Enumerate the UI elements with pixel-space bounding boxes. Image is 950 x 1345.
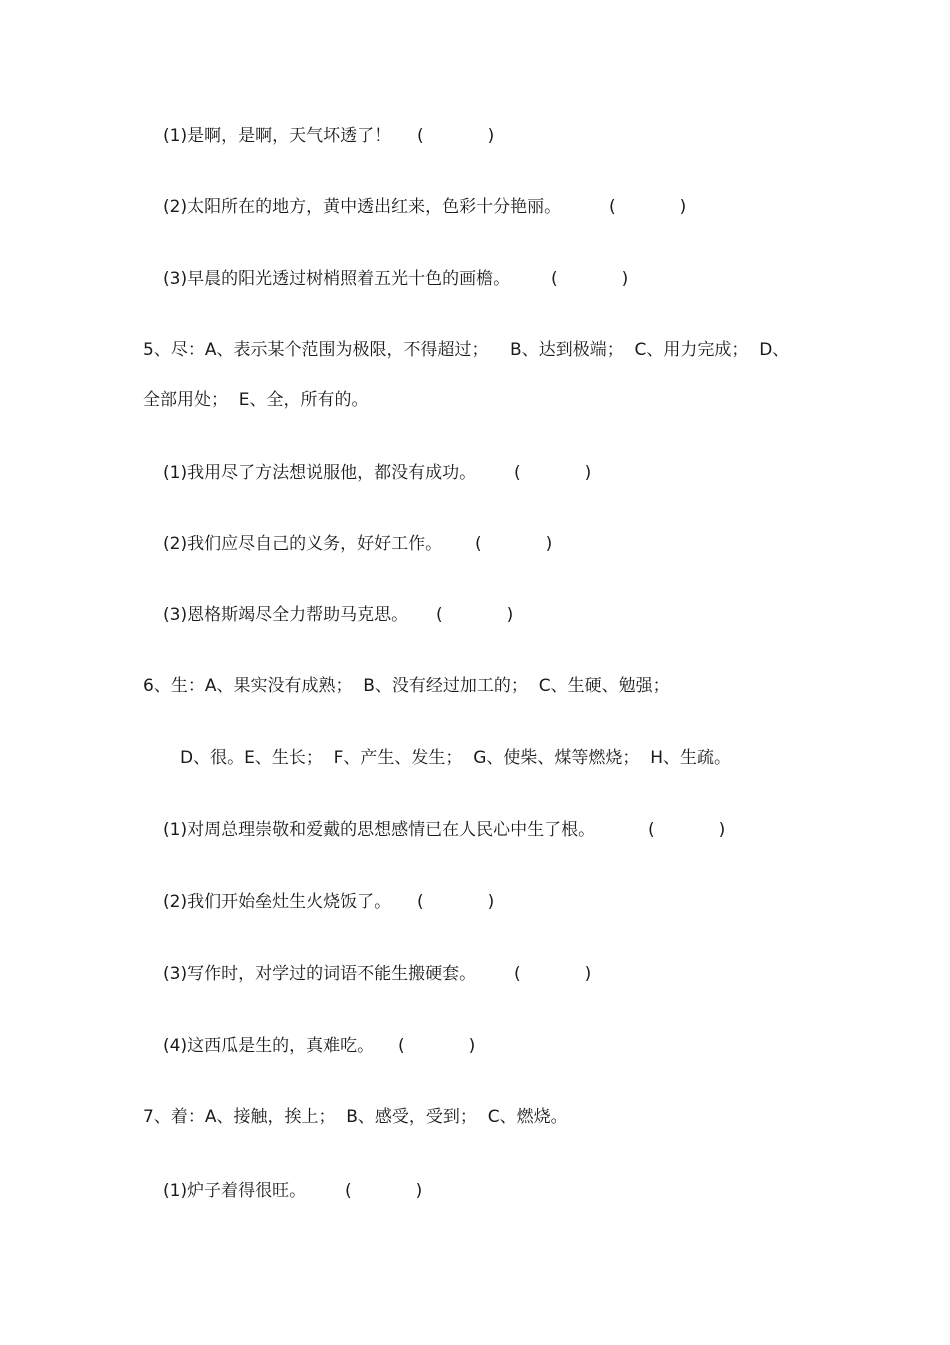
question-text: (3)写作时，对学过的词语不能生搬硬套。 — [163, 964, 477, 984]
question-text: (2)太阳所在的地方，黄中透出红来，色彩十分艳丽。 — [163, 197, 562, 217]
question-5-item-2 — [163, 532, 442, 556]
answer-blank[interactable]: ( ) — [514, 463, 592, 483]
question-7-heading — [143, 1105, 568, 1129]
question-heading-text: 6、生：A、果实没有成熟； B、没有经过加工的； C、生硬、勉强； — [143, 676, 670, 696]
question-text: (1)我用尽了方法想说服他，都没有成功。 — [163, 463, 477, 483]
question-5-item-1 — [163, 461, 476, 485]
answer-blank[interactable]: ( ) — [514, 964, 592, 984]
question-heading-text: D、很。E、生长； F、产生、发生； G、使柴、煤等燃烧； H、生疏。 — [180, 748, 731, 768]
answer-blank[interactable]: ( ) — [551, 269, 629, 289]
question-heading-text: 全部用处； E、全，所有的。 — [143, 390, 369, 410]
question-text: (1)对周总理崇敬和爱戴的思想感情已在人民心中生了根。 — [163, 820, 596, 840]
question-6-item-2 — [163, 890, 391, 914]
question-5-item-3 — [163, 603, 408, 627]
question-text: (4)这西瓜是生的，真难吃。 — [163, 1036, 375, 1056]
question-heading-text: 5、尽：A、表示某个范围为极限，不得超过； B、达到极端； C、用力完成； D、 — [143, 340, 790, 360]
answer-blank[interactable]: ( ) — [648, 820, 726, 840]
answer-blank[interactable]: ( ) — [417, 892, 495, 912]
question-6-item-4 — [163, 1034, 374, 1058]
question-text: (1)炉子着得很旺。 — [163, 1181, 307, 1201]
question-4-item-3 — [163, 267, 510, 291]
question-4-item-2 — [163, 195, 561, 219]
question-heading-text: 7、着：A、接触，挨上； B、感受，受到； C、燃烧。 — [143, 1107, 568, 1127]
question-text: (2)我们开始垒灶生火烧饭了。 — [163, 892, 392, 912]
question-text: (2)我们应尽自己的义务，好好工作。 — [163, 534, 443, 554]
answer-blank[interactable]: ( ) — [436, 605, 514, 625]
question-6-item-3 — [163, 962, 476, 986]
question-text: (1)是啊，是啊，天气坏透了！ — [163, 126, 392, 146]
answer-blank[interactable]: ( ) — [475, 534, 553, 554]
answer-blank[interactable]: ( ) — [417, 126, 495, 146]
question-5-heading-continued — [143, 388, 369, 412]
answer-blank[interactable]: ( ) — [609, 197, 687, 217]
question-text: (3)早晨的阳光透过树梢照着五光十色的画檐。 — [163, 269, 511, 289]
question-6-heading-continued — [180, 746, 731, 770]
answer-blank[interactable]: ( ) — [345, 1181, 423, 1201]
question-5-heading — [143, 338, 789, 362]
question-6-heading — [143, 674, 670, 698]
answer-blank[interactable]: ( ) — [398, 1036, 476, 1056]
question-6-item-1 — [163, 818, 595, 842]
question-7-item-1 — [163, 1179, 306, 1203]
question-4-item-1 — [163, 124, 391, 148]
question-text: (3)恩格斯竭尽全力帮助马克思。 — [163, 605, 409, 625]
